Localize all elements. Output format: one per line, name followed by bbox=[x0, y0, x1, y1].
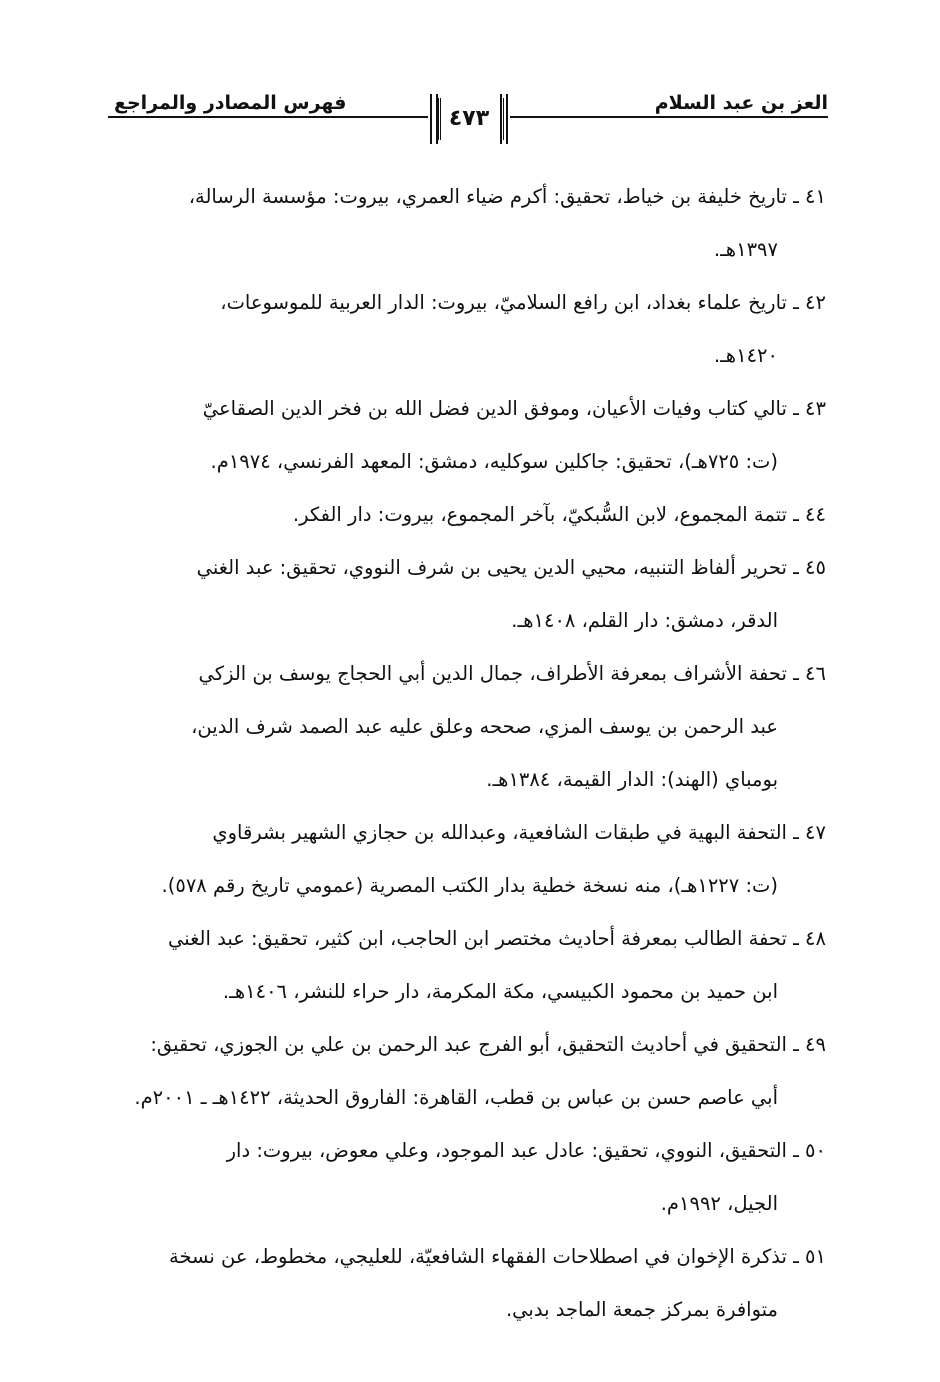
entry-first-line: ٤٤ ـ تتمة المجموع، لابن السُّبكيّ، بآخر المجموع، بيروت: دار الفكر. bbox=[292, 503, 826, 526]
entry-continuation-line: متوافرة بمركز جمعة الماجد بدبي. bbox=[505, 1298, 778, 1321]
page-header bbox=[108, 92, 828, 152]
entry-first-line: ٥٠ ـ التحقيق، النووي، تحقيق: عادل عبد الموجود، وعلي معوض، بيروت: دار bbox=[226, 1139, 826, 1162]
bibliography-entry bbox=[108, 382, 826, 488]
bibliography-entry bbox=[108, 541, 826, 647]
bibliography-entry bbox=[108, 1018, 826, 1124]
bibliography-list bbox=[108, 170, 826, 1336]
entry-continuation-line: بومباي (الهند): الدار القيمة، ١٣٨٤هـ. bbox=[486, 768, 778, 791]
bibliography-entry bbox=[108, 276, 826, 382]
entry-continuation-line: الجيل، ١٩٩٢م. bbox=[660, 1192, 778, 1215]
entry-first-line: ٤٧ ـ التحفة البهية في طبقات الشافعية، وعبدالله بن حجازي الشهير بشرقاوي bbox=[212, 821, 826, 844]
entry-continuation-line: ابن حميد بن محمود الكبيسي، مكة المكرمة، دار حراء للنشر، ١٤٠٦هـ. bbox=[222, 980, 778, 1003]
bibliography-entry bbox=[108, 1124, 826, 1230]
entry-continuation-line: (ت: ٧٢٥هـ)، تحقيق: جاكلين سوكليه، دمشق: المعهد الفرنسي، ١٩٧٤م. bbox=[210, 450, 778, 473]
bibliography-entry bbox=[108, 1230, 826, 1336]
header-rule-right bbox=[510, 116, 828, 118]
page-number: ٤٧٣ bbox=[448, 106, 490, 131]
entry-first-line: ٤١ ـ تاريخ خليفة بن خياط، تحقيق: أكرم ضياء العمري، بيروت: مؤسسة الرسالة، bbox=[188, 185, 826, 208]
page-number-ornament bbox=[430, 94, 508, 144]
header-rule-left bbox=[108, 116, 428, 118]
entry-first-line: ٤٨ ـ تحفة الطالب بمعرفة أحاديث مختصر ابن الحاجب، ابن كثير، تحقيق: عبد الغني bbox=[168, 927, 826, 950]
entry-first-line: ٤٩ ـ التحقيق في أحاديث التحقيق، أبو الفرج عبد الرحمن بن علي بن الجوزي، تحقيق: bbox=[150, 1033, 826, 1056]
entry-first-line: ٤٢ ـ تاريخ علماء بغداد، ابن رافع السلاميّ، بيروت: الدار العربية للموسوعات، bbox=[220, 291, 826, 314]
bibliography-entry bbox=[108, 806, 826, 912]
entry-first-line: ٥١ ـ تذكرة الإخوان في اصطلاحات الفقهاء الشافعيّة، للعليجي، مخطوط، عن نسخة bbox=[168, 1245, 826, 1268]
running-head-book-title: العز بن عبد السلام bbox=[654, 92, 828, 114]
bibliography-entry bbox=[108, 488, 826, 541]
bibliography-entry bbox=[108, 912, 826, 1018]
bibliography-entry bbox=[108, 170, 826, 276]
entry-continuation-line: (ت: ١٢٢٧هـ)، منه نسخة خطية بدار الكتب المصرية (عمومي تاريخ رقم ٥٧٨). bbox=[161, 874, 778, 897]
entry-first-line: ٤٦ ـ تحفة الأشراف بمعرفة الأطراف، جمال الدين أبي الحجاج يوسف بن الزكي bbox=[198, 662, 826, 685]
entry-first-line: ٤٣ ـ تالي كتاب وفيات الأعيان، وموفق الدين فضل الله بن فخر الدين الصقاعيّ bbox=[202, 397, 826, 420]
entry-first-line: ٤٥ ـ تحرير ألفاظ التنبيه، محيي الدين يحيى بن شرف النووي، تحقيق: عبد الغني bbox=[196, 556, 826, 579]
entry-continuation-line: ١٤٢٠هـ. bbox=[713, 344, 778, 367]
entry-continuation-line: الدقر، دمشق: دار القلم، ١٤٠٨هـ. bbox=[511, 609, 778, 632]
running-head-section-title: فهرس المصادر والمراجع bbox=[114, 92, 347, 114]
entry-continuation-line: ١٣٩٧هـ. bbox=[713, 238, 778, 261]
bibliography-entry bbox=[108, 647, 826, 806]
entry-continuation-line: عبد الرحمن بن يوسف المزي، صححه وعلق عليه عبد الصمد شرف الدين، bbox=[191, 715, 778, 738]
entry-continuation-line: أبي عاصم حسن بن عباس بن قطب، القاهرة: الفاروق الحديثة، ١٤٢٢هـ ـ ٢٠٠١م. bbox=[134, 1086, 778, 1109]
